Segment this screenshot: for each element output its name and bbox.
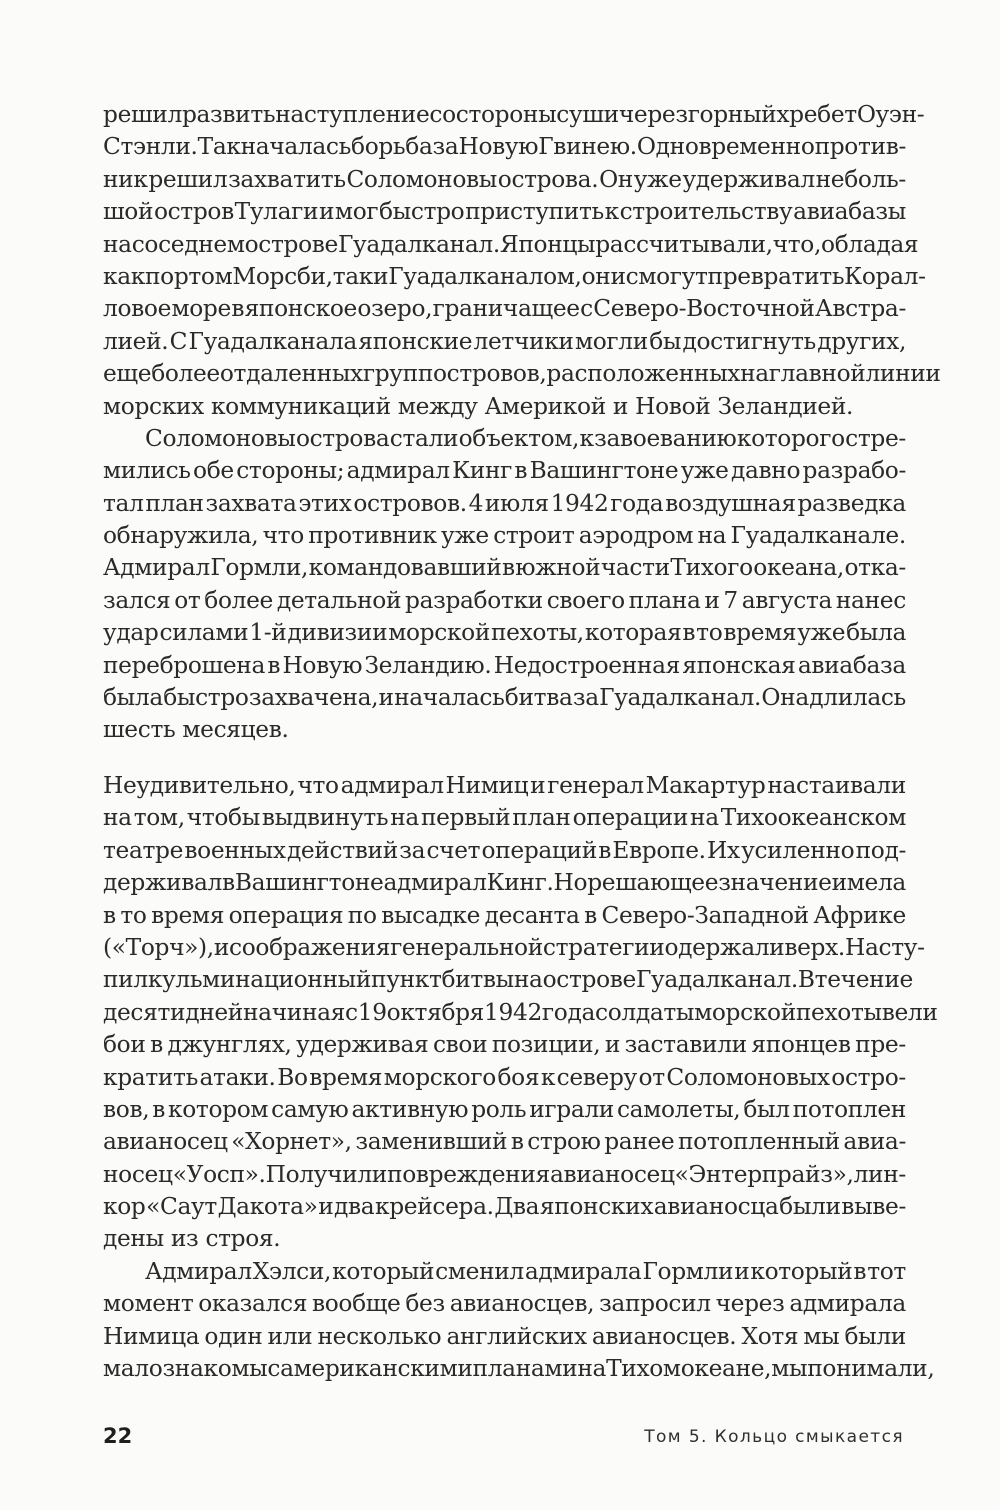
text-line: Нимица один или несколько английских авианосцев. Хотя мы были [103, 1322, 906, 1350]
page-number: 22 [103, 1424, 133, 1448]
text-line: тал план захвата этих островов. 4 июля 1942 года воздушная разведка [103, 489, 906, 517]
text-line: бои в джунглях, удерживая свои позиции, и заставили японцев пре- [103, 1031, 906, 1059]
text-line: момент оказался вообще без авианосцев, запросил через адмирала [103, 1290, 906, 1318]
text-line: десяти дней начиная с 19 октября 1942 года солдаты морской пехоты вели [103, 998, 938, 1026]
text-line: ловое море в японское озеро, граничащее с Северо-Восточной Австра- [103, 295, 906, 323]
text-line: шой остров Тулаги и мог быстро приступить к строительству авиабазы [103, 198, 906, 226]
text-line: дены из строя. [103, 1225, 281, 1253]
text-line: решил развить наступление со стороны суши через горный хребет Оуэн- [103, 101, 925, 128]
text-line: мились обе стороны; адмирал Кинг в Вашингтоне уже давно разрабо- [103, 457, 906, 485]
text-line: театре военных действий за счет операций в Европе. Их усиленно под- [103, 836, 906, 864]
text-line: морских коммуникаций между Америкой и Новой Зеландией. [103, 392, 854, 420]
text-line: на соседнем острове Гуадалканал. Японцы рассчитывали, что, обладая [103, 230, 919, 258]
text-line: Соломоновы острова стали объектом, к завоеванию которого стре- [145, 424, 906, 452]
paragraph [103, 770, 938, 1256]
text-line: в то время операция по высадке десанта в Северо-Западной Африке [103, 901, 906, 929]
text-line: мало знакомы с американскими планами на Тихом океане, мы понимали, [103, 1355, 935, 1383]
text-line: обнаружила, что противник уже строит аэродром на Гуадалканале. [103, 522, 906, 550]
text-line: лией. С Гуадалканала японские летчики могли бы достигнуть других, [103, 327, 906, 355]
text-line: удар силами 1-й дивизии морской пехоты, которая в то время уже была [103, 619, 906, 647]
paragraph [103, 423, 906, 747]
text-line: была быстро захвачена, и началась битва за Гуадалканал. Она длилась [103, 684, 906, 712]
text-line: на том, чтобы выдвинуть на первый план операции на Тихоокеанском [103, 804, 906, 832]
text-line: Неудивительно, что адмирал Нимиц и генерал Макартур настаивали [103, 772, 906, 799]
text-line: еще более отдаленных групп островов, расположенных на главной линии [103, 360, 941, 388]
paragraph [103, 1256, 935, 1386]
text-line: («Торч»), и соображения генеральной стратегии одержали верх. Насту- [103, 933, 925, 961]
text-line: зался от более детальной разработки своего плана и 7 августа нанес [103, 586, 906, 614]
text-line: Адмирал Хэлси, который сменил адмирала Гормли и который в тот [145, 1257, 906, 1285]
text-line: переброшена в Новую Зеландию. Недостроенная японская авиабаза [103, 651, 906, 679]
text-line: ник решил захватить Соломоновы острова. Он уже удерживал неболь- [103, 165, 906, 193]
text-line: Адмирал Гормли, командовавший в южной части Тихого океана, отка- [103, 554, 906, 582]
text-section-2 [103, 770, 938, 1385]
text-line: носец «Уосп». Получили повреждения авианосец «Энтерпрайз», лин- [103, 1160, 906, 1188]
paragraph [103, 99, 941, 423]
text-line: пил кульминационный пункт битвы на острове Гуадалканал. В течение [103, 966, 913, 994]
text-line: кратить атаки. Во время морского боя к северу от Соломоновых остро- [103, 1063, 906, 1091]
text-line: вов, в котором самую активную роль играли самолеты, был потоплен [103, 1095, 906, 1123]
text-line: авианосец «Хорнет», заменивший в строю ранее потопленный авиа- [103, 1128, 906, 1156]
text-section-1 [103, 99, 941, 747]
text-line: как портом Морсби, так и Гуадалканалом, они смогут превратить Корал- [103, 262, 926, 290]
text-line: кор «Саут Дакота» и два крейсера. Два японских авианосца были выве- [103, 1193, 906, 1221]
text-line: держивал в Вашингтоне адмирал Кинг. Но решающее значение имела [103, 869, 906, 897]
running-head: Том 5. Кольцо смыкается [644, 1427, 904, 1447]
text-line: шесть месяцев. [103, 716, 289, 744]
text-line: Стэнли. Так началась борьба за Новую Гвинею. Одновременно против- [103, 133, 906, 161]
